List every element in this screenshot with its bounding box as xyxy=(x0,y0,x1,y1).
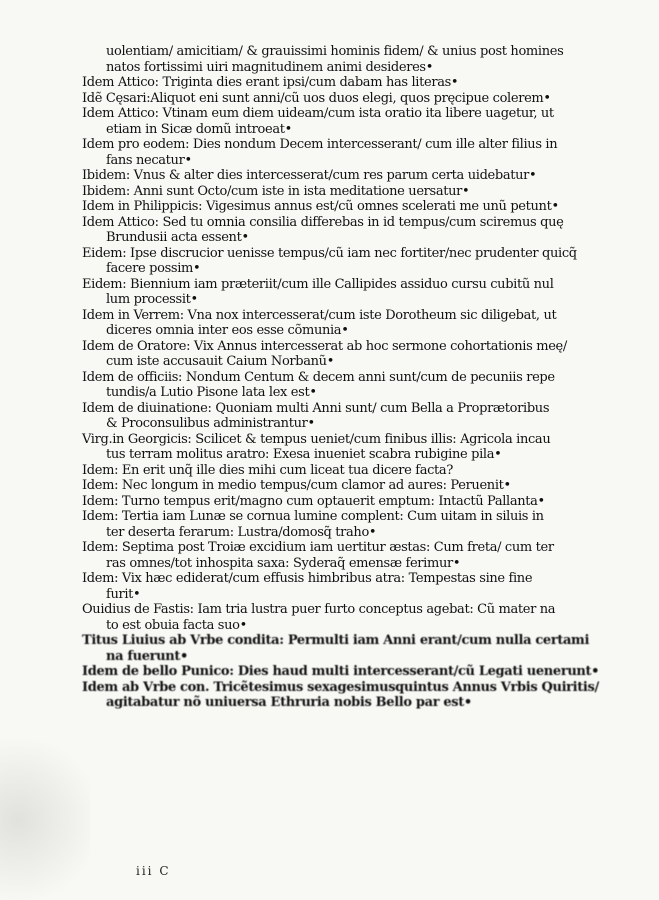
text-line: Eidem: Biennium iam præteriit/cum ille Callipides assiduo cursu cubitũ nul xyxy=(82,276,554,292)
text-line: furit• xyxy=(106,586,141,602)
text-line: tus terram molitus aratro: Exesa inueniet scabra rubigine pila• xyxy=(106,447,502,462)
text-line: Idem: Nec longum in medio tempus/cum clamor ad aures: Peruenit• xyxy=(82,478,511,493)
page-stain xyxy=(0,700,90,900)
text-line: Idem: Tertia iam Lunæ se cornua lumine complent: Cum uitam in siluis in xyxy=(82,509,544,524)
text-line: Idem de Oratore: Vix Annus intercesserat ab hoc sermone cohortationis meę/ xyxy=(82,338,567,354)
text-line: Idem Attico: Sed tu omnia consilia differebas in id tempus/cum sciremus quę xyxy=(82,214,564,230)
text-line: Idem in Verrem: Vna nox intercesserat/cum iste Dorotheum sic diligebat, ut xyxy=(82,307,557,323)
text-line: agitabatur nõ uniuersa Ethruria nobis Bello par est• xyxy=(106,695,472,710)
text-line: na fuerunt• xyxy=(106,648,188,664)
text-line: Idem ab Vrbe con. Tricẽtesimus sexagesimusquintus Annus Vrbis Quiritis/ xyxy=(82,679,599,695)
text-line: ras omnes/tot inhospita saxa: Syderaq̃ emensæ ferimur• xyxy=(106,555,461,571)
text-line: Idem: Vix hæc ediderat/cum effusis himbribus atra: Tempestas sine fine xyxy=(82,571,533,586)
text-line: uolentiam/ amicitiam/ & grauissimi hominis fidem/ & unius post homines xyxy=(106,44,564,59)
text-line: Titus Liuius ab Vrbe condita: Permulti iam Anni erant/cum nulla certami xyxy=(82,633,590,648)
text-line: Eidem: Ipse discrucior uenisse tempus/cũ iam nec fortiter/nec prudenter quicq̃ xyxy=(82,245,577,261)
text-line: lum processit• xyxy=(106,292,198,307)
text-line: Ibidem: Vnus & alter dies intercesserat/cum res parum certa uidebatur• xyxy=(82,168,537,183)
text-line: cum iste accusauit Caium Norbanũ• xyxy=(106,354,335,369)
text-line: Idem de diuinatione: Quoniam multi Anni sunt/ cum Bella a Proprætoribus xyxy=(82,400,550,416)
text-line: Idem: Septima post Troiæ excidium iam uertitur æstas: Cum freta/ cum ter xyxy=(82,540,554,555)
text-line: natos fortissimi uiri magnitudinem animi desideres• xyxy=(106,59,434,75)
text-line: to est obuia facta suo• xyxy=(106,617,247,633)
text-line: etiam in Sicæ domũ introeat• xyxy=(106,121,292,137)
page-body-text xyxy=(82,44,602,711)
text-line: fans necatur• xyxy=(106,152,192,168)
text-line: Idem de officiis: Nondum Centum & decem anni sunt/cum de pecuniis repe xyxy=(82,369,555,385)
text-line: diceres omnia inter eos esse cõmunia• xyxy=(106,323,349,338)
text-line: Idem: Turno tempus erit/magno cum optauerit emptum: Intactũ Pallanta• xyxy=(82,493,545,509)
text-line: Idẽ Cęsari:Aliquot eni sunt anni/cũ uos duos elegi, quos pręcipue colerem• xyxy=(82,90,551,106)
text-line: Idem Attico: Vtinam eum diem uideam/cum ista oratio ita libere uagetur, ut xyxy=(82,106,554,121)
text-line: ter deserta ferarum: Lustra/domosq̃ traho• xyxy=(106,524,377,540)
text-line: Idem in Philippicis: Vigesimus annus est/cũ omnes scelerati me unũ petunt• xyxy=(82,199,559,214)
text-line: Ibidem: Anni sunt Octo/cum iste in ista meditatione uersatur• xyxy=(82,183,470,199)
text-line: Idem: En erit unq̃ ille dies mihi cum liceat tua dicere facta? xyxy=(82,462,453,478)
text-line: Virg.in Georgicis: Scilicet & tempus ueniet/cum finibus illis: Agricola incau xyxy=(82,431,551,447)
text-line: facere possim• xyxy=(106,261,201,276)
text-line: Ouidius de Fastis: Iam tria lustra puer furto conceptus agebat: Cũ mater na xyxy=(82,602,556,617)
text-line: Idem de bello Punico: Dies haud multi intercesserant/cũ Legati uenerunt• xyxy=(82,664,600,679)
text-line: Idem Attico: Triginta dies erant ipsi/cum dabam has literas• xyxy=(82,75,459,90)
text-line: & Proconsulibus administrantur• xyxy=(106,416,315,431)
text-line: Brundusii acta essent• xyxy=(106,230,249,245)
text-line: Idem pro eodem: Dies nondum Decem intercesserant/ cum ille alter filius in xyxy=(82,137,558,152)
text-line: tundis/a Lutio Pisone lata lex est• xyxy=(106,385,317,400)
signature-mark: iii C xyxy=(136,864,171,878)
